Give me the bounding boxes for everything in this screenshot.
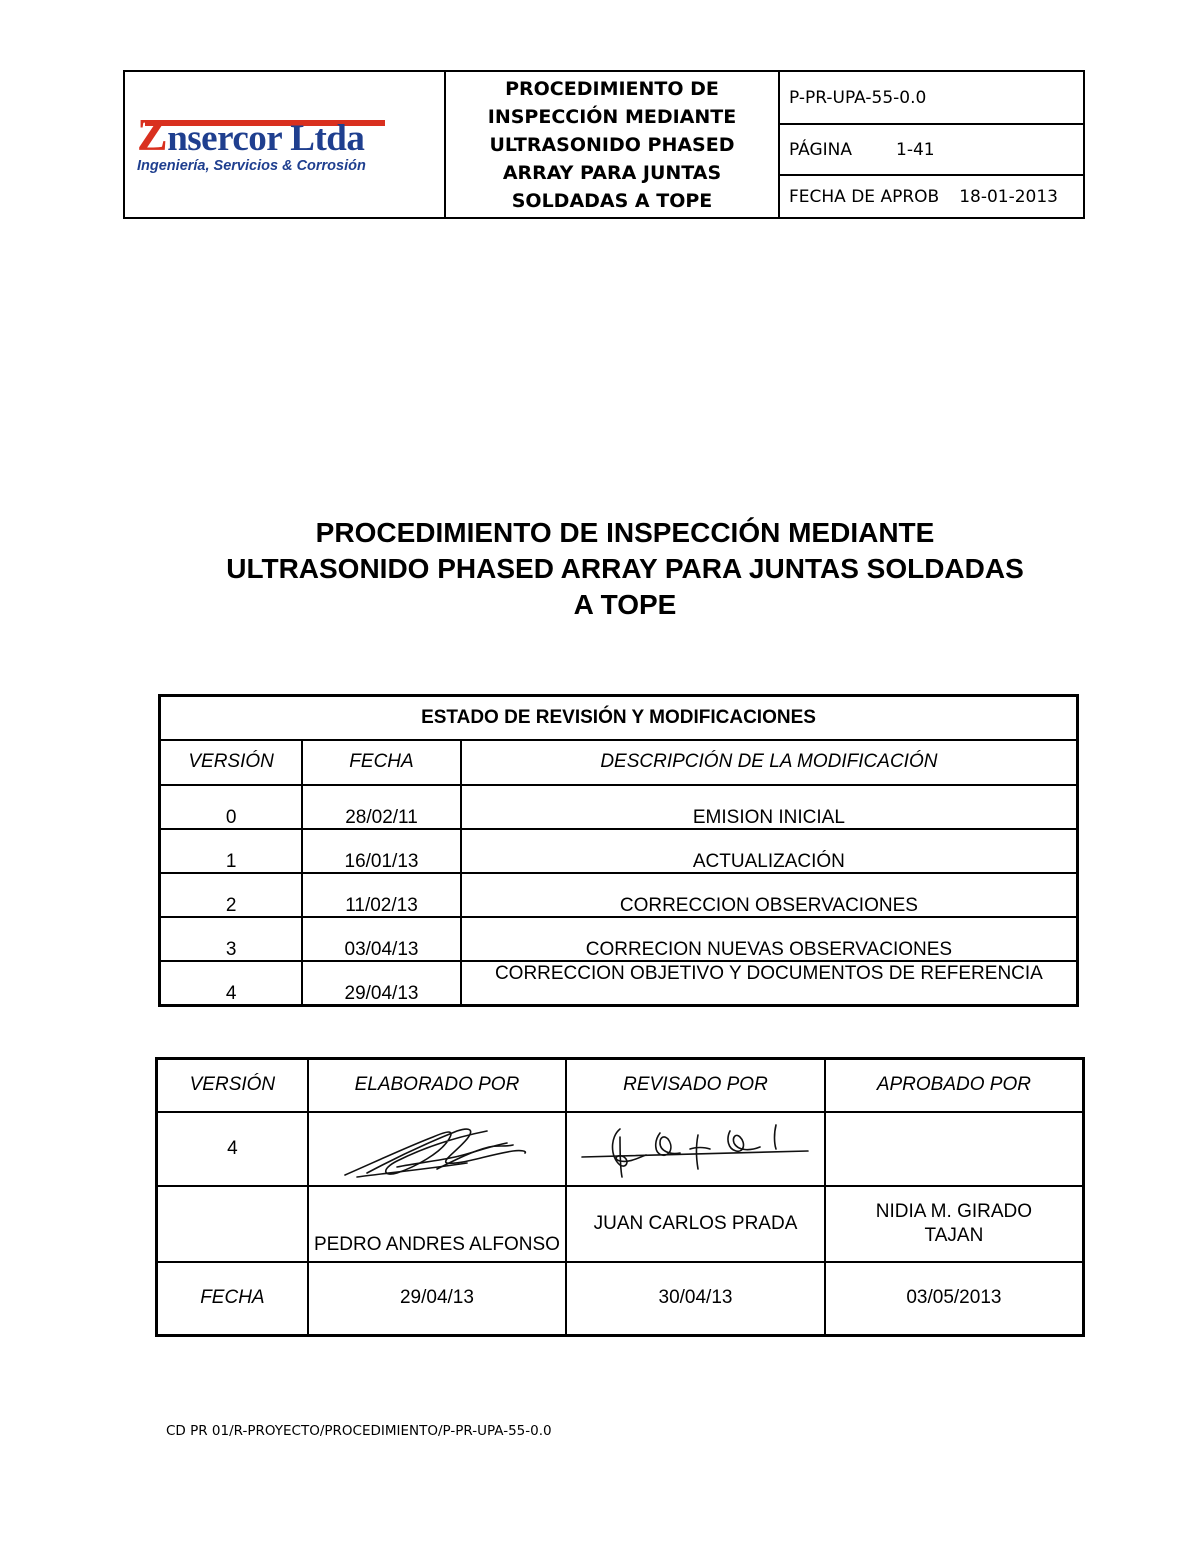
column-header-prepared-by: ELABORADO POR bbox=[308, 1059, 566, 1112]
revision-table-caption: ESTADO DE REVISIÓN Y MODIFICACIONES bbox=[160, 696, 1078, 740]
page-title-line-2: ULTRASONIDO PHASED ARRAY PARA JUNTAS SOLDADAS bbox=[226, 553, 1024, 584]
document-code: P-PR-UPA-55-0.0 bbox=[780, 72, 1083, 125]
row-version: 3 bbox=[160, 917, 303, 961]
page-value: 1-41 bbox=[896, 139, 935, 160]
logo-wordmark bbox=[137, 109, 366, 160]
company-logo-cell bbox=[125, 72, 446, 217]
date-label: FECHA bbox=[157, 1262, 308, 1336]
names-row-empty bbox=[157, 1186, 308, 1262]
dates-row bbox=[157, 1262, 1084, 1336]
row-version: 2 bbox=[160, 873, 303, 917]
column-header-version: VERSIÓN bbox=[160, 740, 303, 785]
approval-info bbox=[780, 176, 1083, 217]
row-description: ACTUALIZACIÓN bbox=[461, 829, 1078, 873]
column-header-approved-by: APROBADO POR bbox=[825, 1059, 1084, 1112]
approved-by-name: NIDIA M. GIRADO TAJAN bbox=[825, 1186, 1084, 1262]
reviewed-date: 30/04/13 bbox=[566, 1262, 825, 1336]
table-row bbox=[160, 829, 1078, 873]
row-description: EMISION INICIAL bbox=[461, 785, 1078, 829]
prepared-by-signature-cell bbox=[308, 1112, 566, 1186]
table-row bbox=[160, 917, 1078, 961]
logo-name: nsercor Ltda bbox=[167, 118, 365, 159]
page-info bbox=[780, 125, 1083, 176]
row-date: 11/02/13 bbox=[302, 873, 461, 917]
company-logo bbox=[137, 109, 366, 174]
row-version: 0 bbox=[160, 785, 303, 829]
page-title bbox=[120, 515, 1130, 623]
handwritten-signature-prepared bbox=[337, 1117, 537, 1181]
page-title-line-3: A TOPE bbox=[573, 589, 677, 620]
prepared-by-name: PEDRO ANDRES ALFONSO bbox=[308, 1186, 566, 1262]
row-description: CORRECCION OBSERVACIONES bbox=[461, 873, 1078, 917]
approval-value: 18-01-2013 bbox=[959, 186, 1058, 207]
column-header-date: FECHA bbox=[302, 740, 461, 785]
column-header-version: VERSIÓN bbox=[157, 1059, 308, 1112]
reviewed-by-name: JUAN CARLOS PRADA bbox=[566, 1186, 825, 1262]
row-date: 16/01/13 bbox=[302, 829, 461, 873]
approval-label: FECHA DE APROB bbox=[789, 186, 940, 207]
page-label: PÁGINA bbox=[789, 139, 853, 160]
revision-table bbox=[158, 694, 1079, 1007]
column-header-reviewed-by: REVISADO POR bbox=[566, 1059, 825, 1112]
table-row bbox=[160, 785, 1078, 829]
row-version: 4 bbox=[160, 961, 303, 1006]
approved-by-signature-cell bbox=[825, 1112, 1084, 1186]
document-header bbox=[123, 70, 1085, 219]
reviewed-by-signature-cell bbox=[566, 1112, 825, 1186]
logo-initial: Z bbox=[137, 109, 168, 160]
table-row bbox=[160, 961, 1078, 1006]
row-description: CORRECION NUEVAS OBSERVACIONES bbox=[461, 917, 1078, 961]
prepared-date: 29/04/13 bbox=[308, 1262, 566, 1336]
handwritten-signature-reviewed bbox=[580, 1117, 810, 1181]
header-meta bbox=[780, 72, 1083, 217]
approval-signature-table bbox=[155, 1057, 1085, 1337]
row-date: 29/04/13 bbox=[302, 961, 461, 1006]
row-description: CORRECCION OBJETIVO Y DOCUMENTOS DE REFERENCIA bbox=[494, 962, 1043, 984]
names-row bbox=[157, 1186, 1084, 1262]
row-version: 1 bbox=[160, 829, 303, 873]
header-title: PROCEDIMIENTO DE INSPECCIÓN MEDIANTE ULTRASONIDO PHASED ARRAY PARA JUNTAS SOLDADAS A TOPE bbox=[446, 72, 780, 217]
revision-table-caption-row bbox=[160, 696, 1078, 740]
page-title-line-1: PROCEDIMIENTO DE INSPECCIÓN MEDIANTE bbox=[315, 517, 935, 548]
signature-table-header-row bbox=[157, 1059, 1084, 1112]
signature-version: 4 bbox=[157, 1112, 308, 1186]
approved-date: 03/05/2013 bbox=[825, 1262, 1084, 1336]
row-date: 03/04/13 bbox=[302, 917, 461, 961]
document-footer: CD PR 01/R-PROYECTO/PROCEDIMIENTO/P-PR-UPA-55-0.0 bbox=[166, 1423, 552, 1439]
logo-tagline: Ingeniería, Servicios & Corrosión bbox=[137, 158, 366, 174]
column-header-description: DESCRIPCIÓN DE LA MODIFICACIÓN bbox=[461, 740, 1078, 785]
table-row bbox=[160, 873, 1078, 917]
row-description-cell bbox=[461, 961, 1078, 1006]
signature-row bbox=[157, 1112, 1084, 1186]
row-date: 28/02/11 bbox=[302, 785, 461, 829]
revision-table-header-row bbox=[160, 740, 1078, 785]
